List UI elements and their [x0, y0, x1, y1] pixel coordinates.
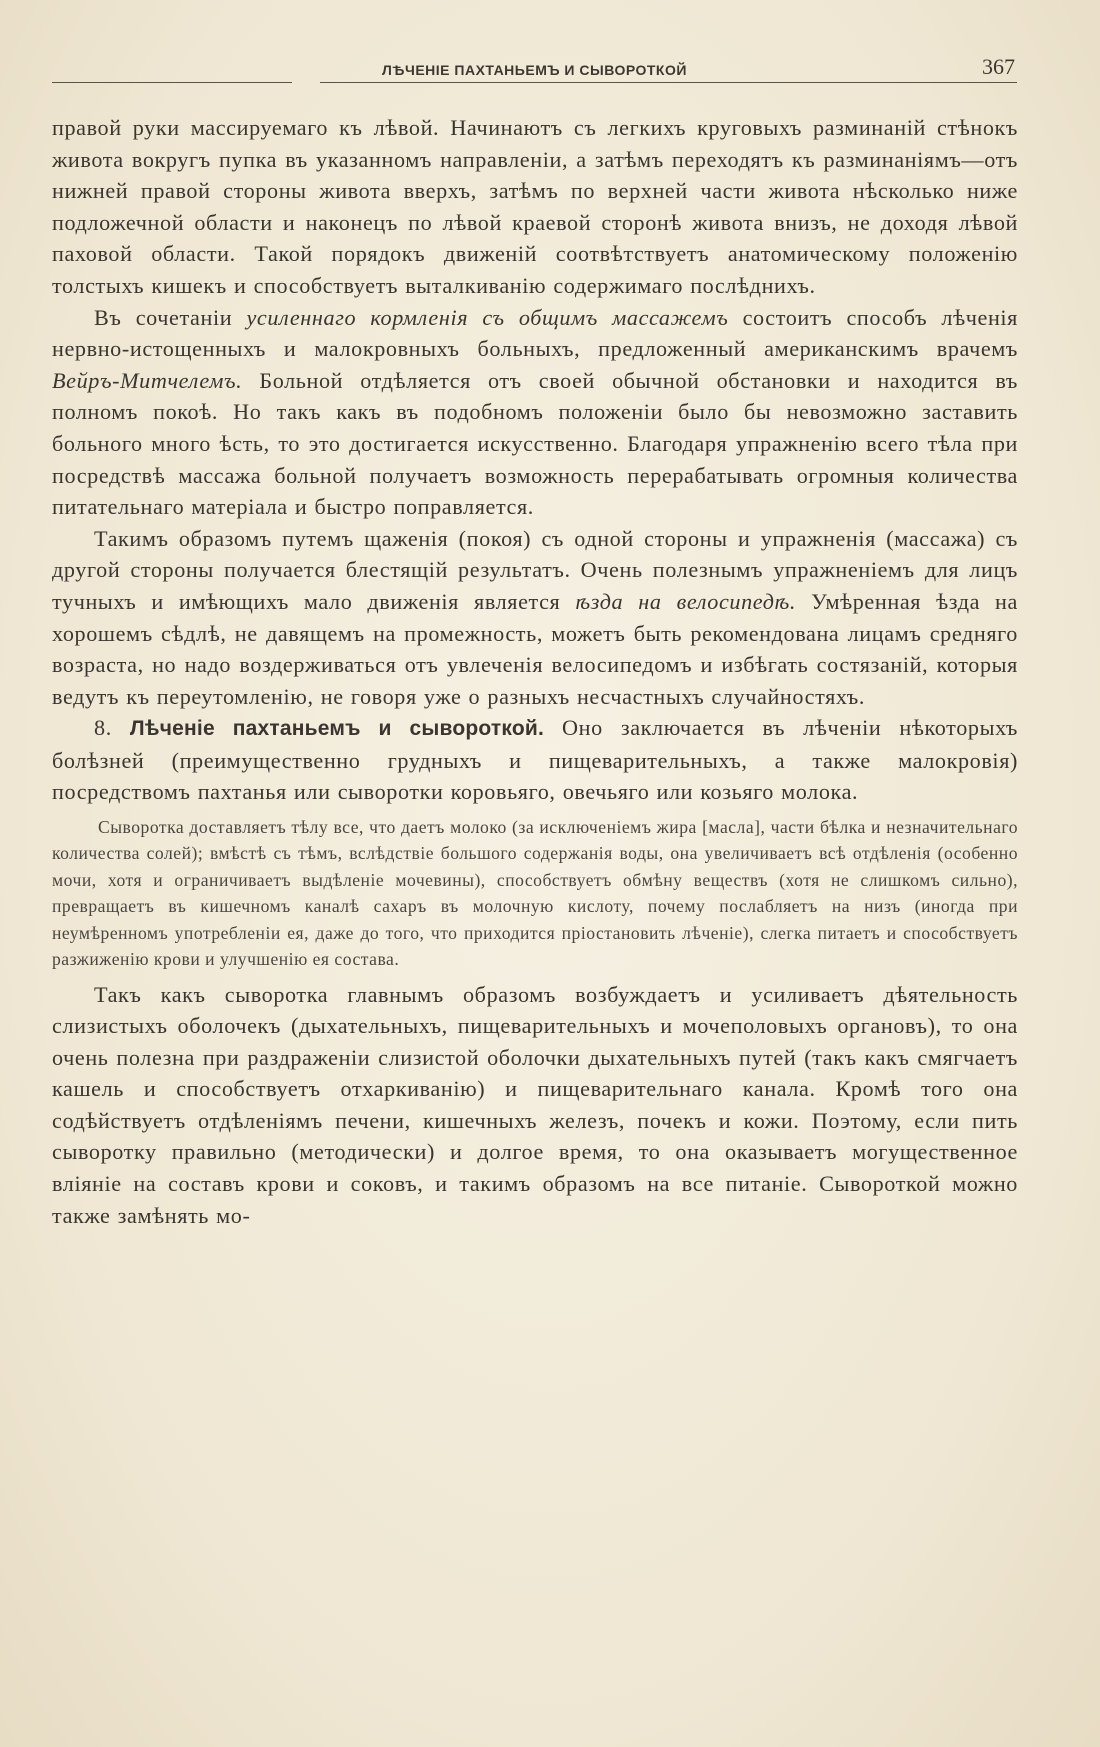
header-rule-left	[52, 82, 292, 83]
paragraph-whey-effects: Такъ какъ сыворотка главнымъ образомъ возбуждаетъ и усиливаетъ дѣятельность слизистыхъ оболочекъ (дыхательныхъ, пищеварительныхъ и мочеполовыхъ органовъ), то она очень полезна при раздраженіи слизистой оболочки дыхательныхъ путей (такъ какъ смягчаетъ кашель и способствуетъ отхаркиванію) и пищеварительнаго канала. Кромѣ того она содѣйствуетъ отдѣленіямъ печени, кишечныхъ железъ, почекъ и кожи. Поэтому, если пить сыворотку правильно (методически) и долгое время, то она оказываетъ могущественное вліяніе на составъ крови и соковъ, и такимъ образомъ на все питаніе. Сывороткой можно также замѣнять мо-	[52, 981, 1018, 1228]
paragraph-text: Въ сочетаніи	[94, 304, 247, 330]
paragraph-text: Оно заключается въ лѣченіи нѣкоторыхъ болѣзней (преимущественно грудныхъ и пищеварительныхъ, а также малокровія) посредствомъ пахтанья или сыворотки коровьяго, овечьяго или козьяго молока.	[52, 715, 1019, 805]
paragraph-text: Такимъ образомъ путемъ щаженія (покоя) съ одной стороны и упражненія (массажа) съ другой стороны получается блестящій результатъ. Очень полезнымъ упражненіемъ для лицъ тучныхъ и имѣющихъ мало движенія является	[52, 525, 1018, 614]
paragraph-massage-technique: правой руки массируемаго къ лѣвой. Начинаютъ съ легкихъ круговыхъ разминаній стѣнокъ живота вокругъ пупка въ указанномъ направленіи, а затѣмъ переходятъ къ разминаніямъ—отъ нижней правой стороны живота вверхъ, затѣмъ по верхней части живота нѣсколько ниже подложечной области и наконецъ по лѣвой краевой сторонѣ живота внизъ, не доходя лѣвой паховой области. Такой порядокъ движеній соотвѣтствуетъ анатомическому положенію толстыхъ кишекъ и способствуетъ выталкиванію содержимаго послѣднихъ.	[52, 115, 1018, 298]
italic-term: усиленнаго кормленія съ общимъ массажемъ	[246, 304, 729, 330]
paragraph-text: Больной отдѣляется отъ своей обычной обстановки и находится въ полномъ покоѣ. Но такъ какъ въ подобномъ положеніи было бы невозможно заставить больного много ѣсть, то это достигается искусственно. Благодаря упражненію всего тѣла при посредствѣ массажа больной получаетъ возможность перерабатывать огромныя количества питательнаго матеріала и быстро поправляется.	[52, 367, 1018, 520]
paragraph-cycling	[52, 523, 1018, 713]
small-print-note: Сыворотка доставляетъ тѣлу все, что даетъ молоко (за исключеніемъ жира [масла], части бѣлка и незначительнаго количества солей); вмѣстѣ съ тѣмъ, вслѣдствіе большого содержанія воды, она увеличиваетъ всѣ отдѣленія (особенно мочи, хотя и ограничиваетъ выдѣленіе мочевины), способствуетъ обмѣну веществъ (хотя не слишкомъ сильно), превращаетъ въ кишечномъ каналѣ сахаръ въ молочную кислоту, почему послабляетъ на низъ (иногда при неумѣренномъ употребленіи ея, даже до того, что приходится пріостановить лѣченіе), слегка питаетъ и способствуетъ разжиженію крови и улучшенію ея состава.	[52, 817, 1018, 970]
section-heading: Лѣченіе пахтаньемъ и сывороткой.	[129, 717, 545, 741]
header-rule-right	[320, 82, 1017, 83]
paragraph-weir-mitchell	[52, 302, 1018, 523]
italic-term: ѣзда на велосипедѣ.	[575, 588, 797, 614]
paragraph-section-8	[52, 712, 1018, 808]
section-number: 8.	[94, 715, 112, 741]
italic-name: Вейръ-Митчелемъ.	[52, 367, 243, 393]
page-number: 367	[982, 54, 1015, 79]
page-header	[52, 52, 1017, 88]
paragraph-text: состоитъ способъ лѣченія нервно-истощенныхъ и малокровныхъ больныхъ, предложенный американскимъ врачемъ	[52, 304, 1018, 362]
paragraph-text: Умѣренная ѣзда на хорошемъ сѣдлѣ, не давящемъ на промежность, можетъ быть рекомендована лицамъ средняго возраста, но надо воздерживаться отъ увлеченія велосипедомъ и избѣгать состязаній, которыя ведутъ къ переутомленію, не говоря уже о разныхъ несчастныхъ случайностяхъ.	[52, 588, 1018, 709]
running-title: ЛѢЧЕНІЕ ПАХТАНЬЕМЪ И СЫВОРОТКОЙ	[382, 62, 687, 78]
page-body	[52, 112, 1018, 1231]
